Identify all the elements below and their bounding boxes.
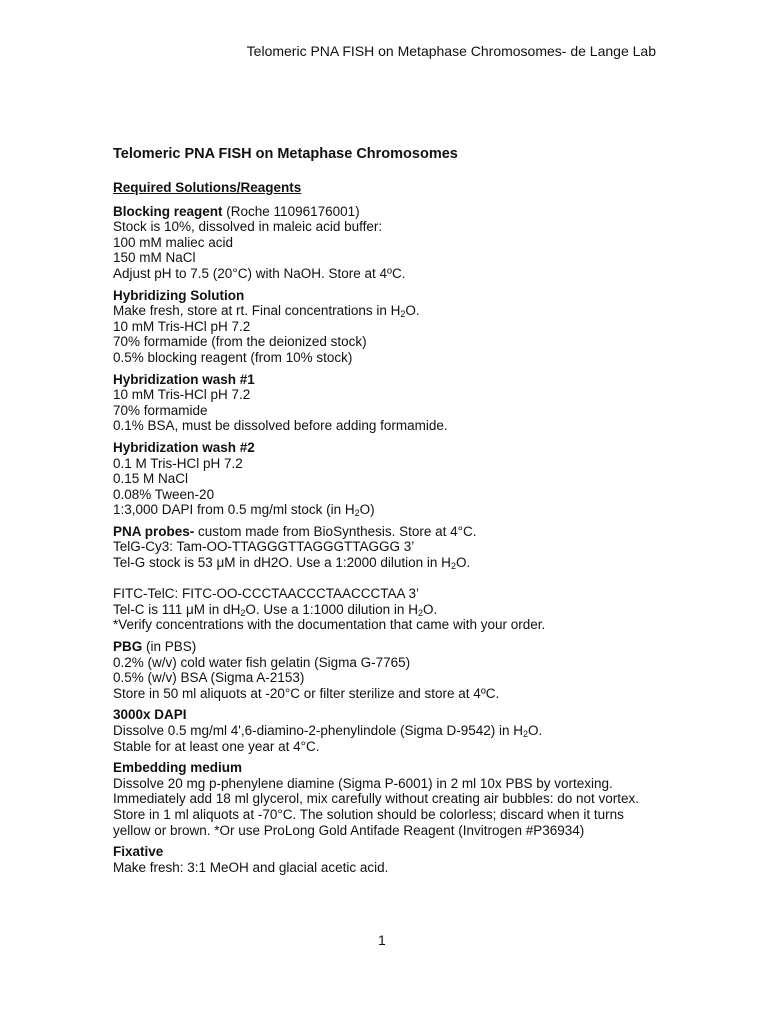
blocking-reagent-heading: Blocking reagent	[113, 203, 223, 219]
hybridization-wash-2-line: 0.08% Tween-20	[113, 486, 215, 502]
blocking-reagent-catalog: (Roche 11096176001)	[222, 203, 360, 219]
pbg-line: 0.2% (w/v) cold water fish gelatin (Sigma G-7765)	[113, 654, 411, 670]
fixative-line: Make fresh: 3:1 MeOH and glacial acetic acid.	[113, 859, 389, 875]
hybridization-wash-2-section	[113, 440, 673, 518]
telc-sequence: FITC-TelC: FITC-OO-CCCTAACCCTAACCCTAA 3’	[113, 586, 419, 602]
hybridization-wash-1-heading: Hybridization wash #1	[113, 371, 255, 387]
spacer	[113, 571, 673, 587]
pbg-buffer: (in PBS)	[142, 639, 197, 655]
fixative-section	[113, 844, 673, 875]
pbg-line: Store in 50 ml aliquots at -20°C or filter sterilize and store at 4ºC.	[113, 685, 500, 701]
embedding-medium-line: Store in 1 ml aliquots at -70°C. The solution should be colorless; discard when it turns	[113, 806, 624, 822]
hybridization-wash-1-line: 70% formamide	[113, 402, 208, 418]
embedding-medium-line: Dissolve 20 mg p-phenylene diamine (Sigma P-6001) in 2 ml 10x PBS by vortexing.	[113, 775, 613, 791]
hybridizing-solution-heading: Hybridizing Solution	[113, 287, 245, 303]
hybridization-wash-1-line: 10 mM Tris-HCl pH 7.2	[113, 387, 251, 403]
pbg-heading: PBG	[113, 639, 143, 655]
blocking-reagent-line: Adjust pH to 7.5 (20°C) with NaOH. Store at 4ºC.	[113, 265, 406, 281]
required-reagents-heading: Required Solutions/Reagents	[113, 180, 302, 195]
embedding-medium-line: yellow or brown. *Or use ProLong Gold Antifade Reagent (Invitrogen #P36934)	[113, 822, 585, 838]
hybridizing-solution-line: 10 mM Tris-HCl pH 7.2	[113, 318, 251, 334]
running-header: Telomeric PNA FISH on Metaphase Chromosomes- de Lange Lab	[246, 43, 656, 59]
dapi-heading: 3000x DAPI	[113, 707, 187, 723]
blocking-reagent-line: Stock is 10%, dissolved in maleic acid buffer:	[113, 219, 383, 235]
telg-stock-line: Tel-G stock is 53 μM in dH2O. Use a 1:2000 dilution in $H_2O$.	[113, 555, 471, 572]
hybridizing-solution-line: 70% formamide (from the deionized stock)	[113, 334, 367, 350]
pbg-line: 0.5% (w/v) BSA (Sigma A-2153)	[113, 670, 305, 686]
dapi-line: Dissolve 0.5 mg/ml 4',6-diamino-2-phenylindole (Sigma D-9542) in $H_2O$.	[113, 723, 543, 739]
hybridization-wash-1-line: 0.1% BSA, must be dissolved before adding formamide.	[113, 418, 448, 434]
pbg-section	[113, 639, 673, 701]
fixative-heading: Fixative	[113, 844, 164, 860]
hybridization-wash-2-dapi-line: 1:3,000 DAPI from 0.5 mg/ml stock (in $H_2O$)	[113, 502, 375, 519]
document-title: Telomeric PNA FISH on Metaphase Chromosomes	[113, 146, 458, 162]
verify-note: *Verify concentrations with the documentation that came with your order.	[113, 617, 546, 633]
hybridizing-solution-line: 0.5% blocking reagent (from 10% stock)	[113, 349, 353, 365]
pna-probes-source: custom made from BioSynthesis. Store at 4°C.	[194, 523, 477, 539]
document-body	[113, 145, 673, 881]
telg-sequence: TelG-Cy3: Tam-OO-TTAGGGTTAGGGTTAGGG 3’	[113, 539, 415, 555]
telc-stock-line: Tel-C is 111 μM in $dH_2O$. Use a 1:1000 dilution in $H_2O$.	[113, 601, 438, 618]
hybridizing-solution-line: Make fresh, store at rt. Final concentrations in $H_2O$.	[113, 303, 420, 320]
hybridization-wash-2-line: 0.1 M Tris-HCl pH 7.2	[113, 455, 243, 471]
dapi-section	[113, 707, 673, 754]
hybridization-wash-2-line: 0.15 M NaCl	[113, 471, 189, 487]
hybridization-wash-1-section	[113, 372, 673, 434]
blocking-reagent-line: 150 mM NaCl	[113, 250, 196, 266]
hybridizing-solution-section	[113, 288, 673, 366]
pna-probes-section	[113, 524, 673, 633]
embedding-medium-heading: Embedding medium	[113, 760, 243, 776]
blocking-reagent-section	[113, 204, 673, 282]
blocking-reagent-line: 100 mM maliec acid	[113, 234, 234, 250]
pna-probes-heading: PNA probes-	[113, 523, 195, 539]
embedding-medium-section	[113, 760, 673, 838]
dapi-line: Stable for at least one year at 4°C.	[113, 738, 320, 754]
hybridization-wash-2-heading: Hybridization wash #2	[113, 439, 255, 455]
page-number: 1	[378, 932, 386, 948]
embedding-medium-line: Immediately add 18 ml glycerol, mix carefully without creating air bubbles: do not vortex.	[113, 791, 639, 807]
